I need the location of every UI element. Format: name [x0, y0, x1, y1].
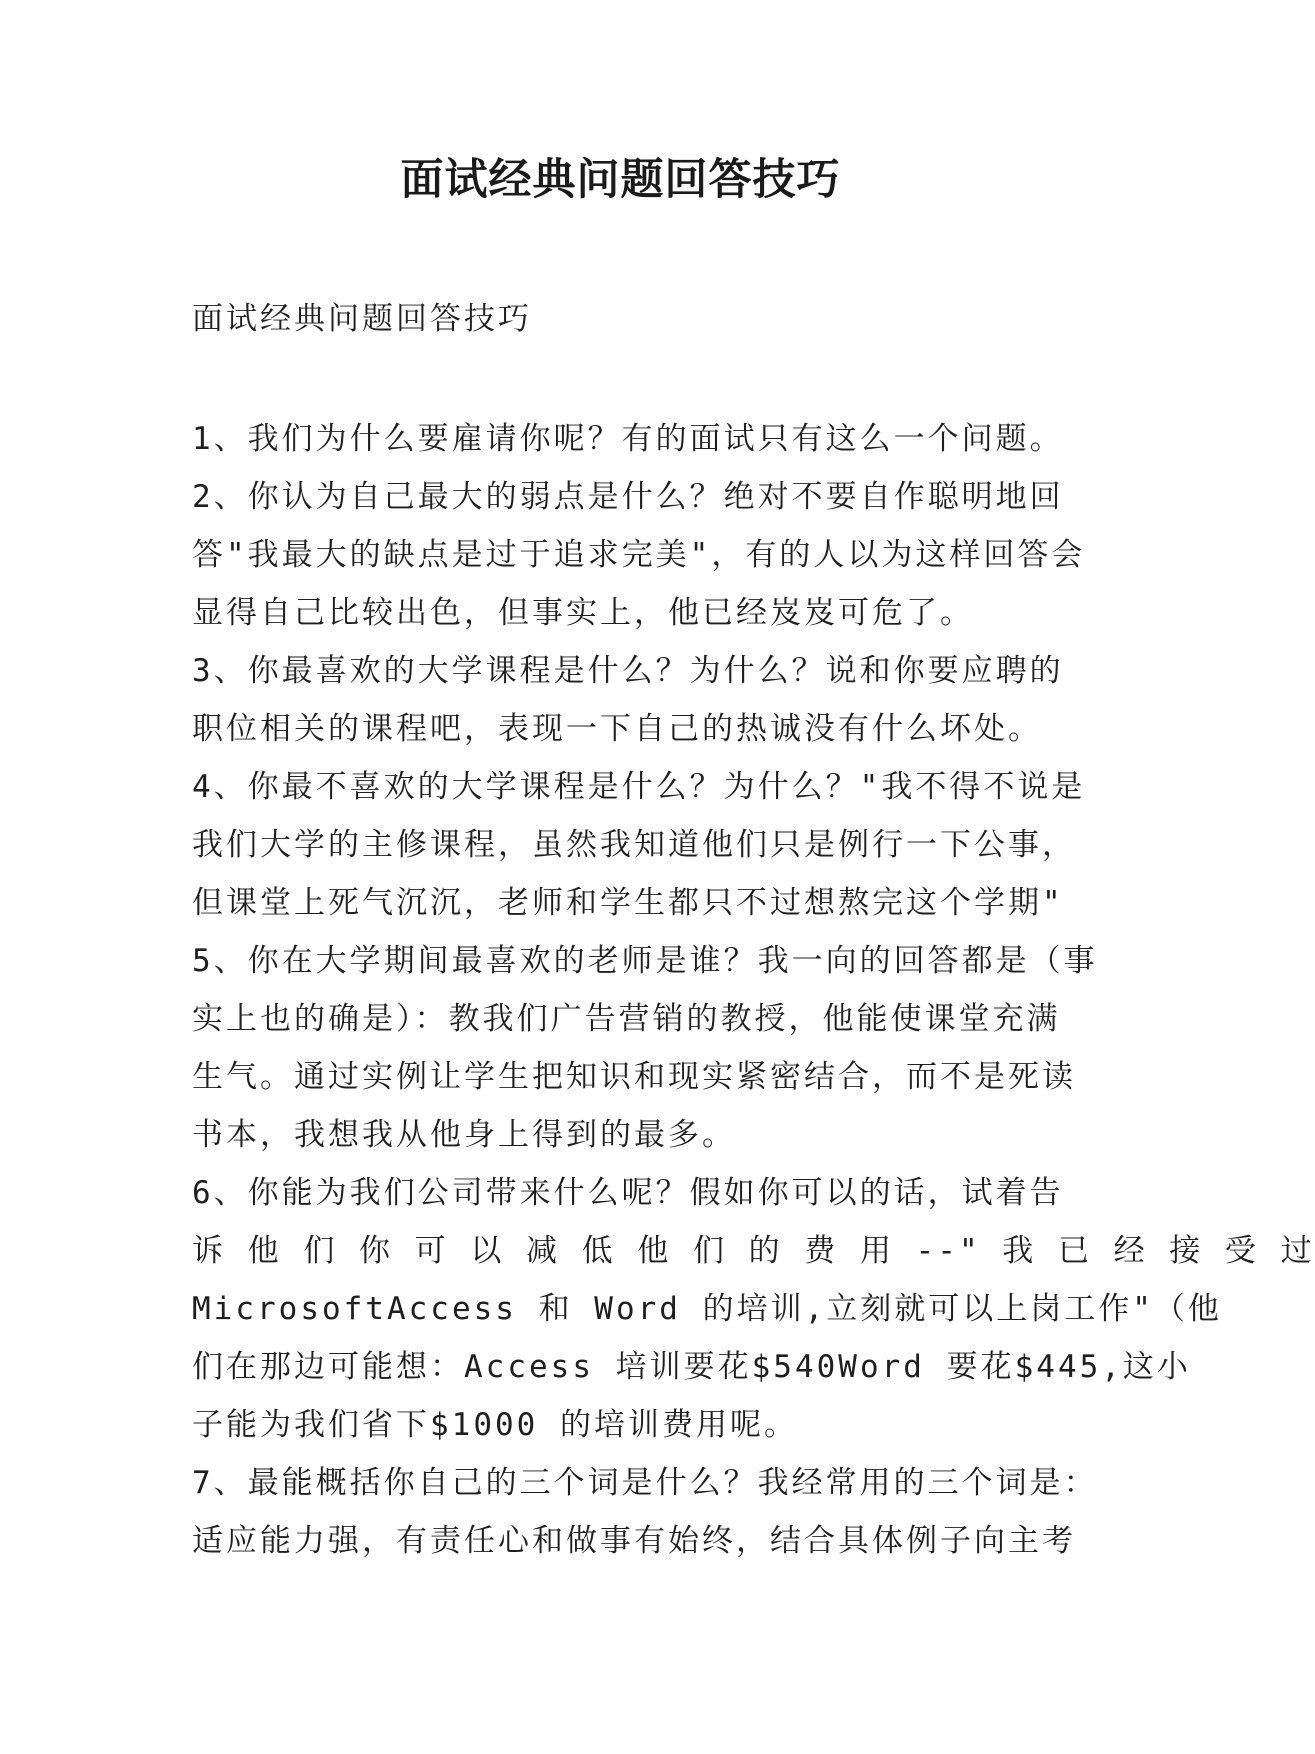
- body-line: 实上也的确是）：教我们广告营销的教授，他能使课堂充满: [192, 1001, 1061, 1037]
- body-line: 适应能力强，有责任心和做事有始终，结合具体例子向主考: [192, 1523, 1076, 1559]
- body-line: 职位相关的课程吧，表现一下自己的热诚没有什么坏处。: [192, 711, 1042, 747]
- body-line: 2、你认为自己最大的弱点是什么？绝对不要自作聪明地回: [192, 479, 1064, 515]
- body-line: 4、你最不喜欢的大学课程是什么？为什么？"我不得不说是: [192, 769, 1086, 805]
- body-line: 3、你最喜欢的大学课程是什么？为什么？说和你要应聘的: [192, 653, 1064, 689]
- body-line: 生气。通过实例让学生把知识和现实紧密结合，而不是死读: [192, 1059, 1076, 1095]
- document-title: 面试经典问题回答技巧: [400, 155, 841, 205]
- body-line: MicrosoftAccess 和 Word 的培训,立刻就可以上岗工作"（他: [192, 1291, 1222, 1327]
- body-line: 5、你在大学期间最喜欢的老师是谁？我一向的回答都是（事: [192, 943, 1098, 979]
- body-line: 答"我最大的缺点是过于追求完美"，有的人以为这样回答会: [192, 537, 1086, 573]
- body-line: 7、最能概括你自己的三个词是什么？我经常用的三个词是：: [192, 1465, 1098, 1501]
- body-line: 但课堂上死气沉沉，老师和学生都只不过想熬完这个学期": [192, 885, 1064, 921]
- document-subtitle: 面试经典问题回答技巧: [192, 301, 532, 337]
- body-line: 6、你能为我们公司带来什么呢？假如你可以的话，试着告: [192, 1175, 1064, 1211]
- document-body: [192, 410, 1315, 1570]
- body-line: 们在那边可能想：Access 培训要花$540Word 要花$445,这小: [192, 1349, 1191, 1385]
- body-line: 我们大学的主修课程，虽然我知道他们只是例行一下公事，: [192, 827, 1076, 863]
- body-line: 子能为我们省下$1000 的培训费用呢。: [192, 1407, 798, 1443]
- body-line: 显得自己比较出色，但事实上，他已经岌岌可危了。: [192, 595, 974, 631]
- body-line: 书本，我想我从他身上得到的最多。: [192, 1117, 736, 1153]
- body-line: 1、我们为什么要雇请你呢？有的面试只有这么一个问题。: [192, 421, 1064, 457]
- body-line: 诉 他 们 你 可 以 减 低 他 们 的 费 用 --" 我 已 经 接 受 过: [192, 1233, 1315, 1269]
